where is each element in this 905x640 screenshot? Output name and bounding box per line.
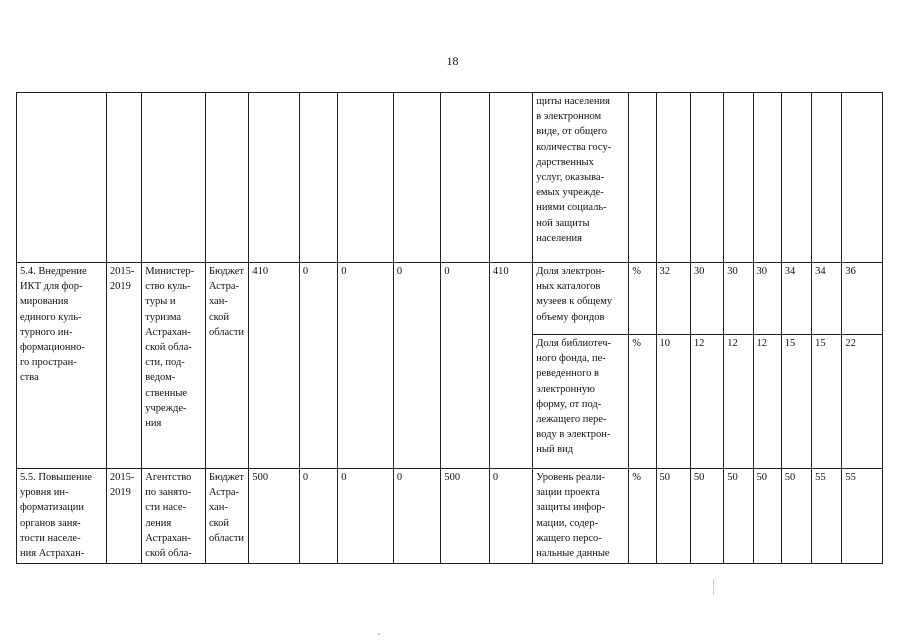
year-cell xyxy=(338,93,394,263)
year-cell: 0 xyxy=(299,469,337,564)
indicator-value-cell: 36 xyxy=(842,263,883,335)
indicator-value-cell: 30 xyxy=(753,263,781,335)
year-cell: 0 xyxy=(299,263,337,469)
indicator-value-cell: 50 xyxy=(690,469,723,564)
year-cell xyxy=(393,93,440,263)
year-cell: 0 xyxy=(338,469,394,564)
indicator-value-cell: 12 xyxy=(690,335,723,469)
unit-cell: % xyxy=(629,335,656,469)
indicator-value-cell: 15 xyxy=(781,335,811,469)
period-cell xyxy=(106,93,141,263)
year-cell: 500 xyxy=(441,469,490,564)
indicator-value-cell: 22 xyxy=(842,335,883,469)
unit-cell: % xyxy=(629,469,656,564)
period-cell: 2015- 2019 xyxy=(106,469,141,564)
indicator-value-cell: 30 xyxy=(690,263,723,335)
indicator-value-cell: 55 xyxy=(812,469,842,564)
indicator-value-cell xyxy=(812,93,842,263)
scan-speck xyxy=(378,633,380,635)
funding-source-cell: Бюджет Астра- хан- ской области xyxy=(205,469,248,564)
indicator-value-cell: 12 xyxy=(724,335,753,469)
activity-cell: 5.5. Повышение уровня ин- форматизации органов заня- тости населе- ния Астрахан- xyxy=(17,469,107,564)
activity-cell: 5.4. Внедрение ИКТ для фор- мирования единого куль- турного ин- формационно- го простран- ства xyxy=(17,263,107,469)
indicator-value-cell: 15 xyxy=(812,335,842,469)
indicator-cell: щиты населения в электронном виде, от общего количества госу- дарственных услуг, оказыва- емых учрежде- ниями социаль- ной защиты населения xyxy=(533,93,629,263)
total-cell: 410 xyxy=(249,263,300,469)
year-cell: 0 xyxy=(338,263,394,469)
activity-cell xyxy=(17,93,107,263)
total-cell: 500 xyxy=(249,469,300,564)
year-cell: 0 xyxy=(441,263,490,469)
unit-cell: % xyxy=(629,263,656,335)
indicator-cell: Уровень реали- зации проекта защиты инфор- мации, содер- жащего персо- нальные данные xyxy=(533,469,629,564)
table-row xyxy=(17,93,883,263)
indicator-value-cell xyxy=(781,93,811,263)
indicator-cell: Доля библиотеч- ного фонда, пе- реведенного в электронную форму, от под- лежащего пере- воду в электрон- ный вид xyxy=(533,335,629,469)
indicator-value-cell: 50 xyxy=(753,469,781,564)
indicator-value-cell xyxy=(753,93,781,263)
indicator-cell: Доля электрон- ных каталогов музеев к общему объему фондов xyxy=(533,263,629,335)
indicator-value-cell xyxy=(724,93,753,263)
year-cell: 0 xyxy=(393,263,440,469)
indicator-value-cell: 50 xyxy=(656,469,690,564)
indicator-value-cell: 10 xyxy=(656,335,690,469)
indicator-value-cell: 55 xyxy=(842,469,883,564)
indicator-value-cell: 34 xyxy=(781,263,811,335)
indicator-value-cell: 30 xyxy=(724,263,753,335)
year-cell xyxy=(441,93,490,263)
executor-cell: Агентство по занято- сти насе- ления Астрахан- ской обла- xyxy=(142,469,206,564)
year-cell xyxy=(489,93,532,263)
indicator-value-cell xyxy=(690,93,723,263)
indicator-value-cell: 50 xyxy=(724,469,753,564)
unit-cell xyxy=(629,93,656,263)
indicator-value-cell: 34 xyxy=(812,263,842,335)
year-cell: 0 xyxy=(489,469,532,564)
table-row xyxy=(17,469,883,564)
year-cell: 0 xyxy=(393,469,440,564)
indicator-value-cell: 32 xyxy=(656,263,690,335)
year-cell xyxy=(299,93,337,263)
table-row xyxy=(17,263,883,335)
indicator-value-cell xyxy=(656,93,690,263)
page-number: 18 xyxy=(446,54,459,68)
funding-source-cell xyxy=(205,93,248,263)
funding-source-cell: Бюджет Астра- хан- ской области xyxy=(205,263,248,469)
indicator-value-cell: 50 xyxy=(781,469,811,564)
indicator-value-cell xyxy=(842,93,883,263)
executor-cell xyxy=(142,93,206,263)
scan-speck xyxy=(713,579,714,595)
total-cell xyxy=(249,93,300,263)
period-cell: 2015- 2019 xyxy=(106,263,141,469)
executor-cell: Министер- ство куль- туры и туризма Астрахан- ской обла- сти, под- ведом- ственные учрежде- ния xyxy=(142,263,206,469)
indicator-value-cell: 12 xyxy=(753,335,781,469)
program-activities-table xyxy=(16,92,883,564)
year-cell: 410 xyxy=(489,263,532,469)
